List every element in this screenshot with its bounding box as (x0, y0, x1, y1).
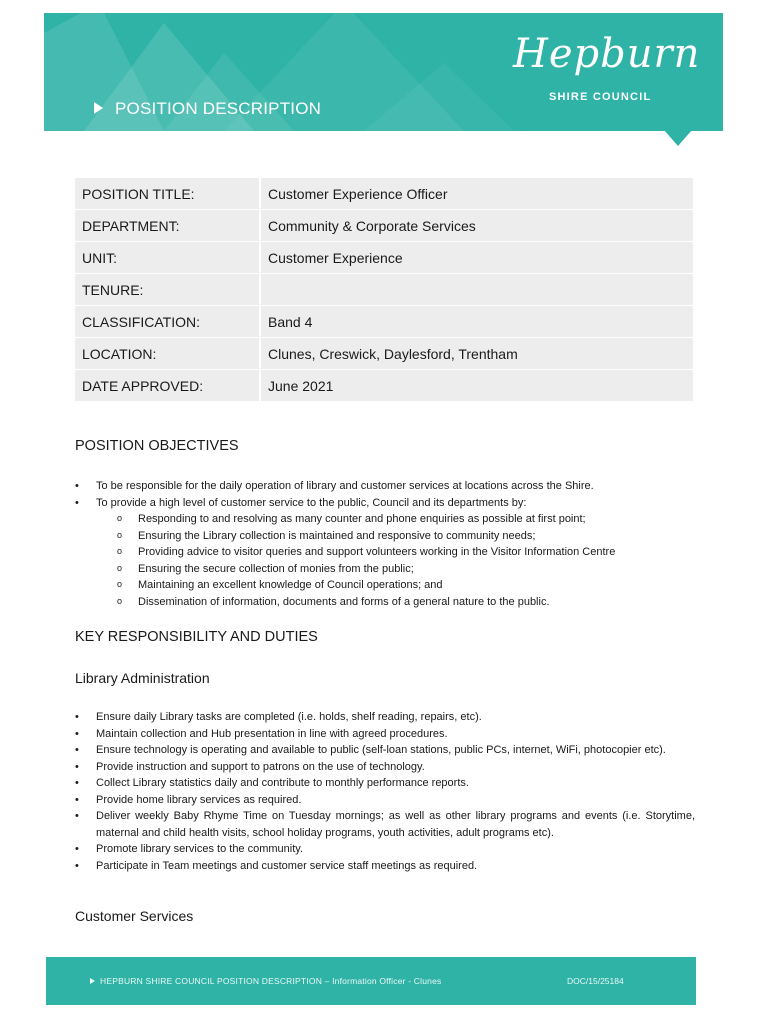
objectives-list (75, 478, 695, 610)
row-label: DEPARTMENT: (75, 210, 259, 241)
row-value: Clunes, Creswick, Daylesford, Trentham (261, 338, 693, 369)
triangle-right-icon (94, 102, 103, 114)
footer-text (90, 976, 441, 986)
objectives-sublist (117, 511, 695, 610)
footer-banner (46, 957, 696, 1005)
header-banner (44, 13, 723, 131)
footer-tab (670, 973, 696, 1005)
table-row (75, 274, 693, 306)
header-title-text: POSITION DESCRIPTION (115, 99, 322, 118)
row-value: Customer Experience Officer (261, 178, 693, 209)
row-value: June 2021 (261, 370, 693, 401)
sub-list-item: o Ensuring the secure collection of monies from the public; (117, 561, 695, 578)
row-label: DATE APPROVED: (75, 370, 259, 401)
library-admin-heading: Library Administration (75, 670, 210, 686)
list-item: • Ensure daily Library tasks are completed (i.e. holds, shelf reading, repairs, etc). (75, 709, 695, 726)
list-item: • Provide home library services as required. (75, 792, 695, 809)
objectives-heading: POSITION OBJECTIVES (75, 438, 239, 454)
logo-script: Hepburn (513, 31, 701, 77)
row-value: Band 4 (261, 306, 693, 337)
table-row (75, 210, 693, 242)
footer-doc-number: DOC/15/25184 (567, 976, 624, 986)
list-item: • Maintain collection and Hub presentation in line with agreed procedures. (75, 726, 695, 743)
sub-list-item: o Dissemination of information, documents and forms of a general nature to the public. (117, 594, 695, 611)
triangle-right-icon (90, 978, 95, 984)
library-admin-list (75, 709, 695, 874)
council-logo (513, 31, 701, 111)
row-label: TENURE: (75, 274, 259, 305)
list-item: • Ensure technology is operating and available to public (self-loan stations, public PCs, internet, WiFi, photocopier etc). (75, 742, 695, 759)
customer-services-heading: Customer Services (75, 908, 194, 924)
list-item: • Participate in Team meetings and customer service staff meetings as required. (75, 858, 695, 875)
sub-list-item: o Maintaining an excellent knowledge of Council operations; and (117, 577, 695, 594)
logo-subtitle: SHIRE COUNCIL (549, 91, 652, 103)
list-item: • Promote library services to the community. (75, 841, 695, 858)
sub-list-item: o Ensuring the Library collection is maintained and responsive to community needs; (117, 528, 695, 545)
footer-notch (670, 957, 696, 973)
footer-text-label: HEPBURN SHIRE COUNCIL POSITION DESCRIPTION – Information Officer - Clunes (100, 976, 442, 986)
header-notch (664, 130, 692, 146)
header-title (94, 99, 321, 119)
list-item: • Provide instruction and support to patrons on the use of technology. (75, 759, 695, 776)
row-label: UNIT: (75, 242, 259, 273)
row-label: POSITION TITLE: (75, 178, 259, 209)
position-info-table (75, 178, 693, 402)
list-item: • To be responsible for the daily operation of library and customer services at locations across the Shire. (75, 478, 695, 495)
list-item-text: To provide a high level of customer service to the public, Council and its departments by: (96, 496, 527, 509)
row-label: LOCATION: (75, 338, 259, 369)
table-row (75, 370, 693, 402)
sub-list-item: o Responding to and resolving as many counter and phone enquiries as possible at first point; (117, 511, 695, 528)
table-row (75, 178, 693, 210)
list-item (75, 495, 695, 611)
row-value (261, 274, 693, 305)
sub-list-item: o Providing advice to visitor queries and support volunteers working in the Visitor Information Centre (117, 544, 695, 561)
list-item: • Deliver weekly Baby Rhyme Time on Tuesday mornings; as well as other library programs and events (i.e. Storytime, maternal and child health visits, school holiday programs, youth activities, adult programs etc). (75, 808, 695, 841)
responsibilities-heading: KEY RESPONSIBILITY AND DUTIES (75, 629, 318, 645)
list-item: • Collect Library statistics daily and contribute to monthly performance reports. (75, 775, 695, 792)
row-label: CLASSIFICATION: (75, 306, 259, 337)
table-row (75, 338, 693, 370)
row-value: Community & Corporate Services (261, 210, 693, 241)
table-row (75, 242, 693, 274)
table-row (75, 306, 693, 338)
row-value: Customer Experience (261, 242, 693, 273)
